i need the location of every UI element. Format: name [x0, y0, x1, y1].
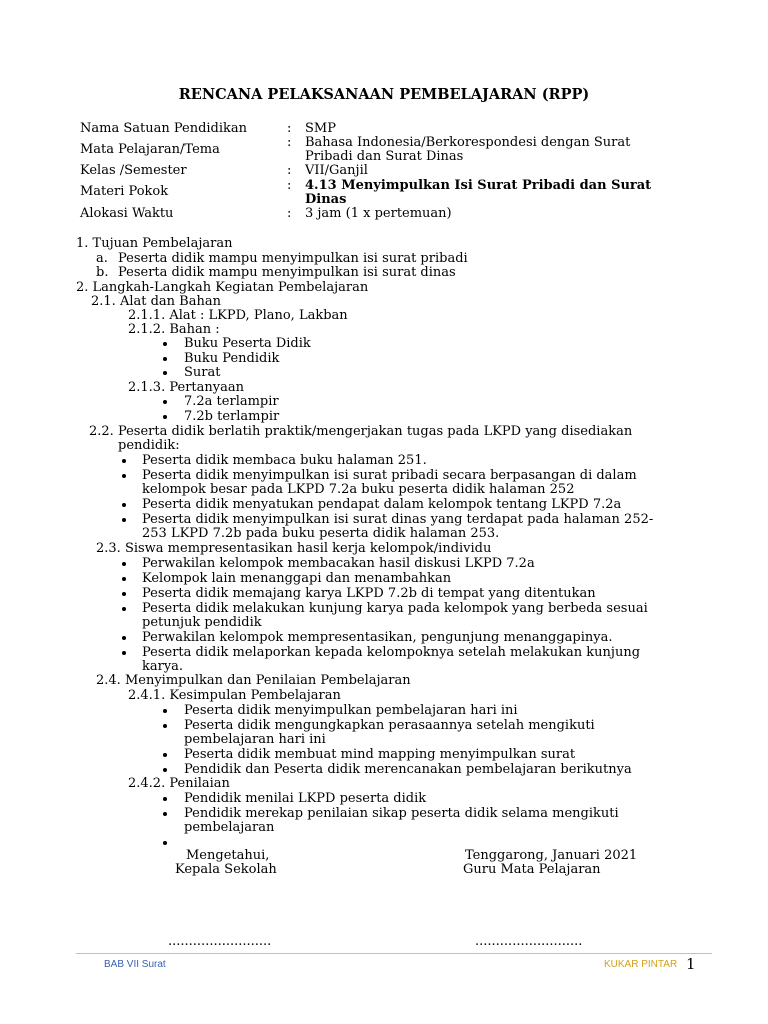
bullet-icon	[122, 503, 126, 507]
list-item-cont: kelompok besar pada LKPD 7.2a buku peserta didik halaman 252	[142, 482, 575, 497]
list-marker: a.	[96, 251, 108, 266]
subsubsection-heading: 2.1.3. Pertanyaan	[128, 380, 244, 395]
identity-label: Kelas /Semester	[80, 163, 187, 178]
identity-label: Alokasi Waktu	[80, 206, 174, 221]
identity-label: Mata Pelajaran/Tema	[80, 142, 220, 157]
bullet-icon	[163, 841, 167, 845]
identity-label: Nama Satuan Pendidikan	[80, 121, 248, 136]
bullet-icon	[163, 753, 167, 757]
footer-chapter: BAB VII Surat	[104, 959, 166, 970]
footer-divider	[76, 953, 712, 954]
list-item: Peserta didik melaporkan kepada kelompoknya setelah melakukan kunjung	[142, 645, 641, 660]
bullet-icon	[163, 415, 167, 419]
list-item-cont: pembelajaran	[184, 820, 275, 835]
identity-value: Bahasa Indonesia/Berkorespondesi dengan Surat	[305, 135, 631, 150]
bullet-icon	[122, 562, 126, 566]
bullet-icon	[122, 577, 126, 581]
identity-value: Dinas	[305, 192, 347, 207]
subsubsection-heading: 2.1.2. Bahan :	[128, 322, 220, 337]
signature-right-dots: ..........................	[475, 934, 583, 949]
signature-left-line1: Mengetahui,	[186, 848, 270, 863]
subsection-heading: 2.1. Alat dan Bahan	[91, 294, 221, 309]
page-number: 1	[686, 955, 696, 973]
footer-brand: KUKAR PINTAR	[604, 959, 678, 970]
list-item: Peserta didik menyimpulkan isi surat pribadi secara berpasangan di dalam	[142, 468, 637, 483]
bullet-icon	[163, 400, 167, 404]
section-heading: 1. Tujuan Pembelajaran	[76, 236, 233, 251]
bullet-icon	[163, 371, 167, 375]
bullet-icon	[163, 797, 167, 801]
bullet-icon	[122, 474, 126, 478]
list-item: Kelompok lain menanggapi dan menambahkan	[142, 571, 452, 586]
signature-right-line1: Tenggarong, Januari 2021	[465, 848, 638, 863]
identity-colon: :	[287, 206, 292, 221]
bullet-icon	[122, 459, 126, 463]
subsection-heading: 2.4. Menyimpulkan dan Penilaian Pembelajaran	[96, 673, 411, 688]
list-item-cont: karya.	[142, 659, 184, 674]
list-item: Peserta didik menyimpulkan pembelajaran hari ini	[184, 703, 518, 718]
subsubsection-heading: 2.4.2. Penilaian	[128, 776, 230, 791]
subsection-heading: 2.3. Siswa mempresentasikan hasil kerja kelompok/individu	[96, 541, 492, 556]
bullet-icon	[163, 812, 167, 816]
list-item: Buku Peserta Didik	[184, 336, 311, 351]
list-item: Peserta didik menyatukan pendapat dalam kelompok tentang LKPD 7.2a	[142, 497, 622, 512]
bullet-icon	[163, 709, 167, 713]
identity-colon: :	[287, 121, 292, 136]
list-item: Buku Pendidik	[184, 351, 280, 366]
bullet-icon	[122, 651, 126, 655]
list-item: Perwakilan kelompok mempresentasikan, pengunjung menanggapinya.	[142, 630, 613, 645]
list-item: Pendidik merekap penilaian sikap peserta didik selama mengikuti	[184, 806, 619, 821]
identity-label: Materi Pokok	[80, 184, 169, 199]
list-item-cont: 253 LKPD 7.2b pada buku peserta didik halaman 253.	[142, 526, 500, 541]
list-item-cont: petunjuk pendidik	[142, 615, 262, 630]
list-item: Peserta didik mampu menyimpulkan isi surat dinas	[118, 265, 456, 280]
identity-colon: :	[287, 178, 292, 193]
list-item: Pendidik dan Peserta didik merencanakan pembelajaran berikutnya	[184, 762, 632, 777]
bullet-icon	[163, 724, 167, 728]
list-item: Surat	[184, 365, 221, 380]
subsubsection-heading: 2.4.1. Kesimpulan Pembelajaran	[128, 688, 341, 703]
subsection-heading-cont: pendidik:	[118, 438, 180, 453]
identity-value: 4.13 Menyimpulkan Isi Surat Pribadi dan Surat	[305, 178, 652, 193]
list-item: Perwakilan kelompok membacakan hasil diskusi LKPD 7.2a	[142, 556, 535, 571]
list-marker: b.	[96, 265, 109, 280]
list-item: Peserta didik melakukan kunjung karya pada kelompok yang berbeda sesuai	[142, 601, 648, 616]
identity-value: 3 jam (1 x pertemuan)	[305, 206, 452, 221]
list-item: Peserta didik mampu menyimpulkan isi surat pribadi	[118, 251, 468, 266]
identity-colon: :	[287, 163, 292, 178]
signature-right-line2: Guru Mata Pelajaran	[463, 862, 601, 877]
list-item: 7.2a terlampir	[184, 394, 279, 409]
list-item: Peserta didik memajang karya LKPD 7.2b di tempat yang ditentukan	[142, 586, 596, 601]
bullet-icon	[122, 518, 126, 522]
signature-left-dots: .........................	[168, 934, 272, 949]
document-title: RENCANA PELAKSANAAN PEMBELAJARAN (RPP)	[178, 86, 590, 103]
bullet-icon	[122, 636, 126, 640]
list-item: Peserta didik membaca buku halaman 251.	[142, 453, 427, 468]
bullet-icon	[122, 607, 126, 611]
bullet-icon	[163, 357, 167, 361]
identity-colon: :	[287, 135, 292, 150]
list-item: 7.2b terlampir	[184, 409, 280, 424]
subsubsection-heading: 2.1.1. Alat : LKPD, Plano, Lakban	[128, 308, 348, 323]
section-heading: 2. Langkah-Langkah Kegiatan Pembelajaran	[76, 280, 369, 295]
list-item: Pendidik menilai LKPD peserta didik	[184, 791, 427, 806]
bullet-icon	[163, 342, 167, 346]
bullet-icon	[163, 768, 167, 772]
identity-value: SMP	[305, 121, 336, 136]
subsection-heading: 2.2. Peserta didik berlatih praktik/mengerjakan tugas pada LKPD yang disediakan	[89, 424, 633, 439]
list-item-cont: pembelajaran hari ini	[184, 732, 326, 747]
list-item: Peserta didik menyimpulkan isi surat dinas yang terdapat pada halaman 252-	[142, 512, 654, 527]
identity-value: Pribadi dan Surat Dinas	[305, 149, 464, 164]
list-item: Peserta didik membuat mind mapping menyimpulkan surat	[184, 747, 576, 762]
bullet-icon	[122, 592, 126, 596]
signature-left-line2: Kepala Sekolah	[175, 862, 277, 877]
identity-value: VII/Ganjil	[305, 163, 368, 178]
list-item: Peserta didik mengungkapkan perasaannya setelah mengikuti	[184, 718, 595, 733]
